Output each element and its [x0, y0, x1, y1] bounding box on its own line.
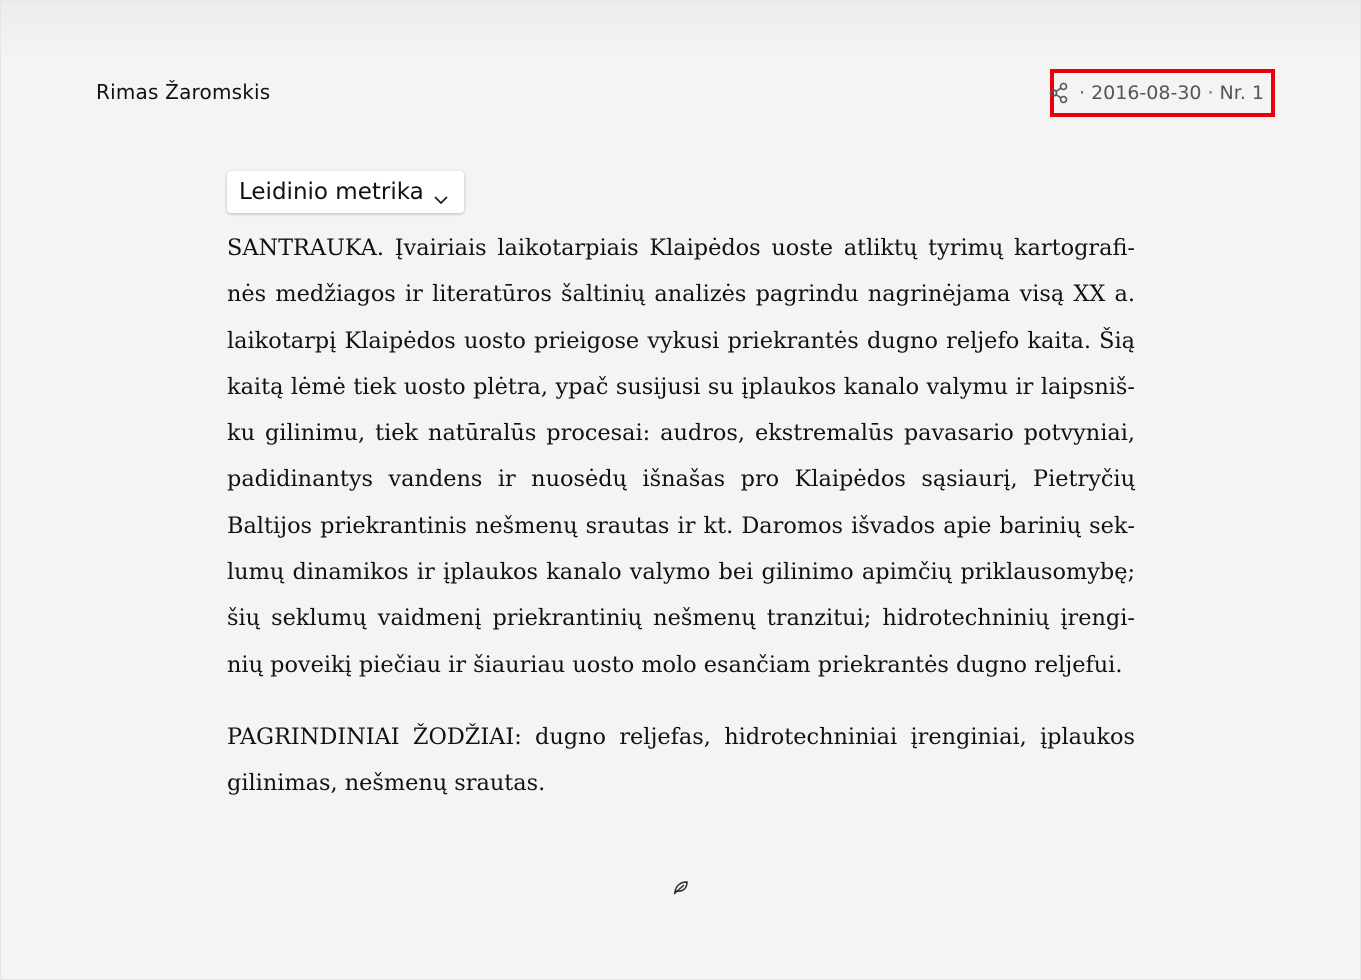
issue-number: Nr. 1 [1219, 82, 1264, 104]
leaf-icon [672, 878, 690, 896]
article-body [227, 225, 1135, 807]
share-icon[interactable] [1049, 82, 1069, 104]
meta-separator: · [1207, 82, 1214, 104]
chevron-down-icon [432, 186, 450, 198]
keywords-paragraph: PAGRINDINIAI ŽODŽIAI: dugno reljefas, hidrotechniniai įrenginiai, įplaukos gilinimas, nešmenų srautas. [227, 723, 1135, 797]
publication-metrics-dropdown[interactable] [227, 171, 464, 213]
author-name[interactable]: Rimas Žaromskis [96, 80, 271, 104]
publication-metrics-label: Leidinio metrika [239, 179, 424, 205]
abstract-paragraph: SANTRAUKA. Įvairiais laikotarpiais Klaipėdos uoste atliktų tyrimų kartografinės medžiagos ir literatūros šaltinių analizės pagrindu nagrinėjama visą XX a. laikotarpį Klaipėdos uosto prieigose vykusi priekrantės dugno reljefo kaita. Šią kaitą lėmė tiek uosto plėtra, ypač susijusi su įplaukos kanalo valymu ir laipsnišku gilinimu, tiek natūralūs procesai: audros, ekstremalūs pavasario potvyniai, padidinantys vandens ir nuosėdų išnašas pro Klaipėdos sąsiaurį, Pietryčių Baltijos priekrantinis nešmenų srautas ir kt. Daromos išvados apie barinių seklumų dinamikos ir įplaukos kanalo valymo bei gilinimo apimčių priklausomybę; šių seklumų vaidmenį priekrantinių nešmenų tranzitui; hidrotechninių įrenginių poveikį piečiau ir šiauriau uosto molo esančiam priekrantės dugno reljefui. [227, 235, 1135, 678]
article-meta-bar [1050, 69, 1275, 117]
publication-date: 2016-08-30 [1091, 82, 1202, 104]
meta-separator: · [1079, 82, 1086, 104]
